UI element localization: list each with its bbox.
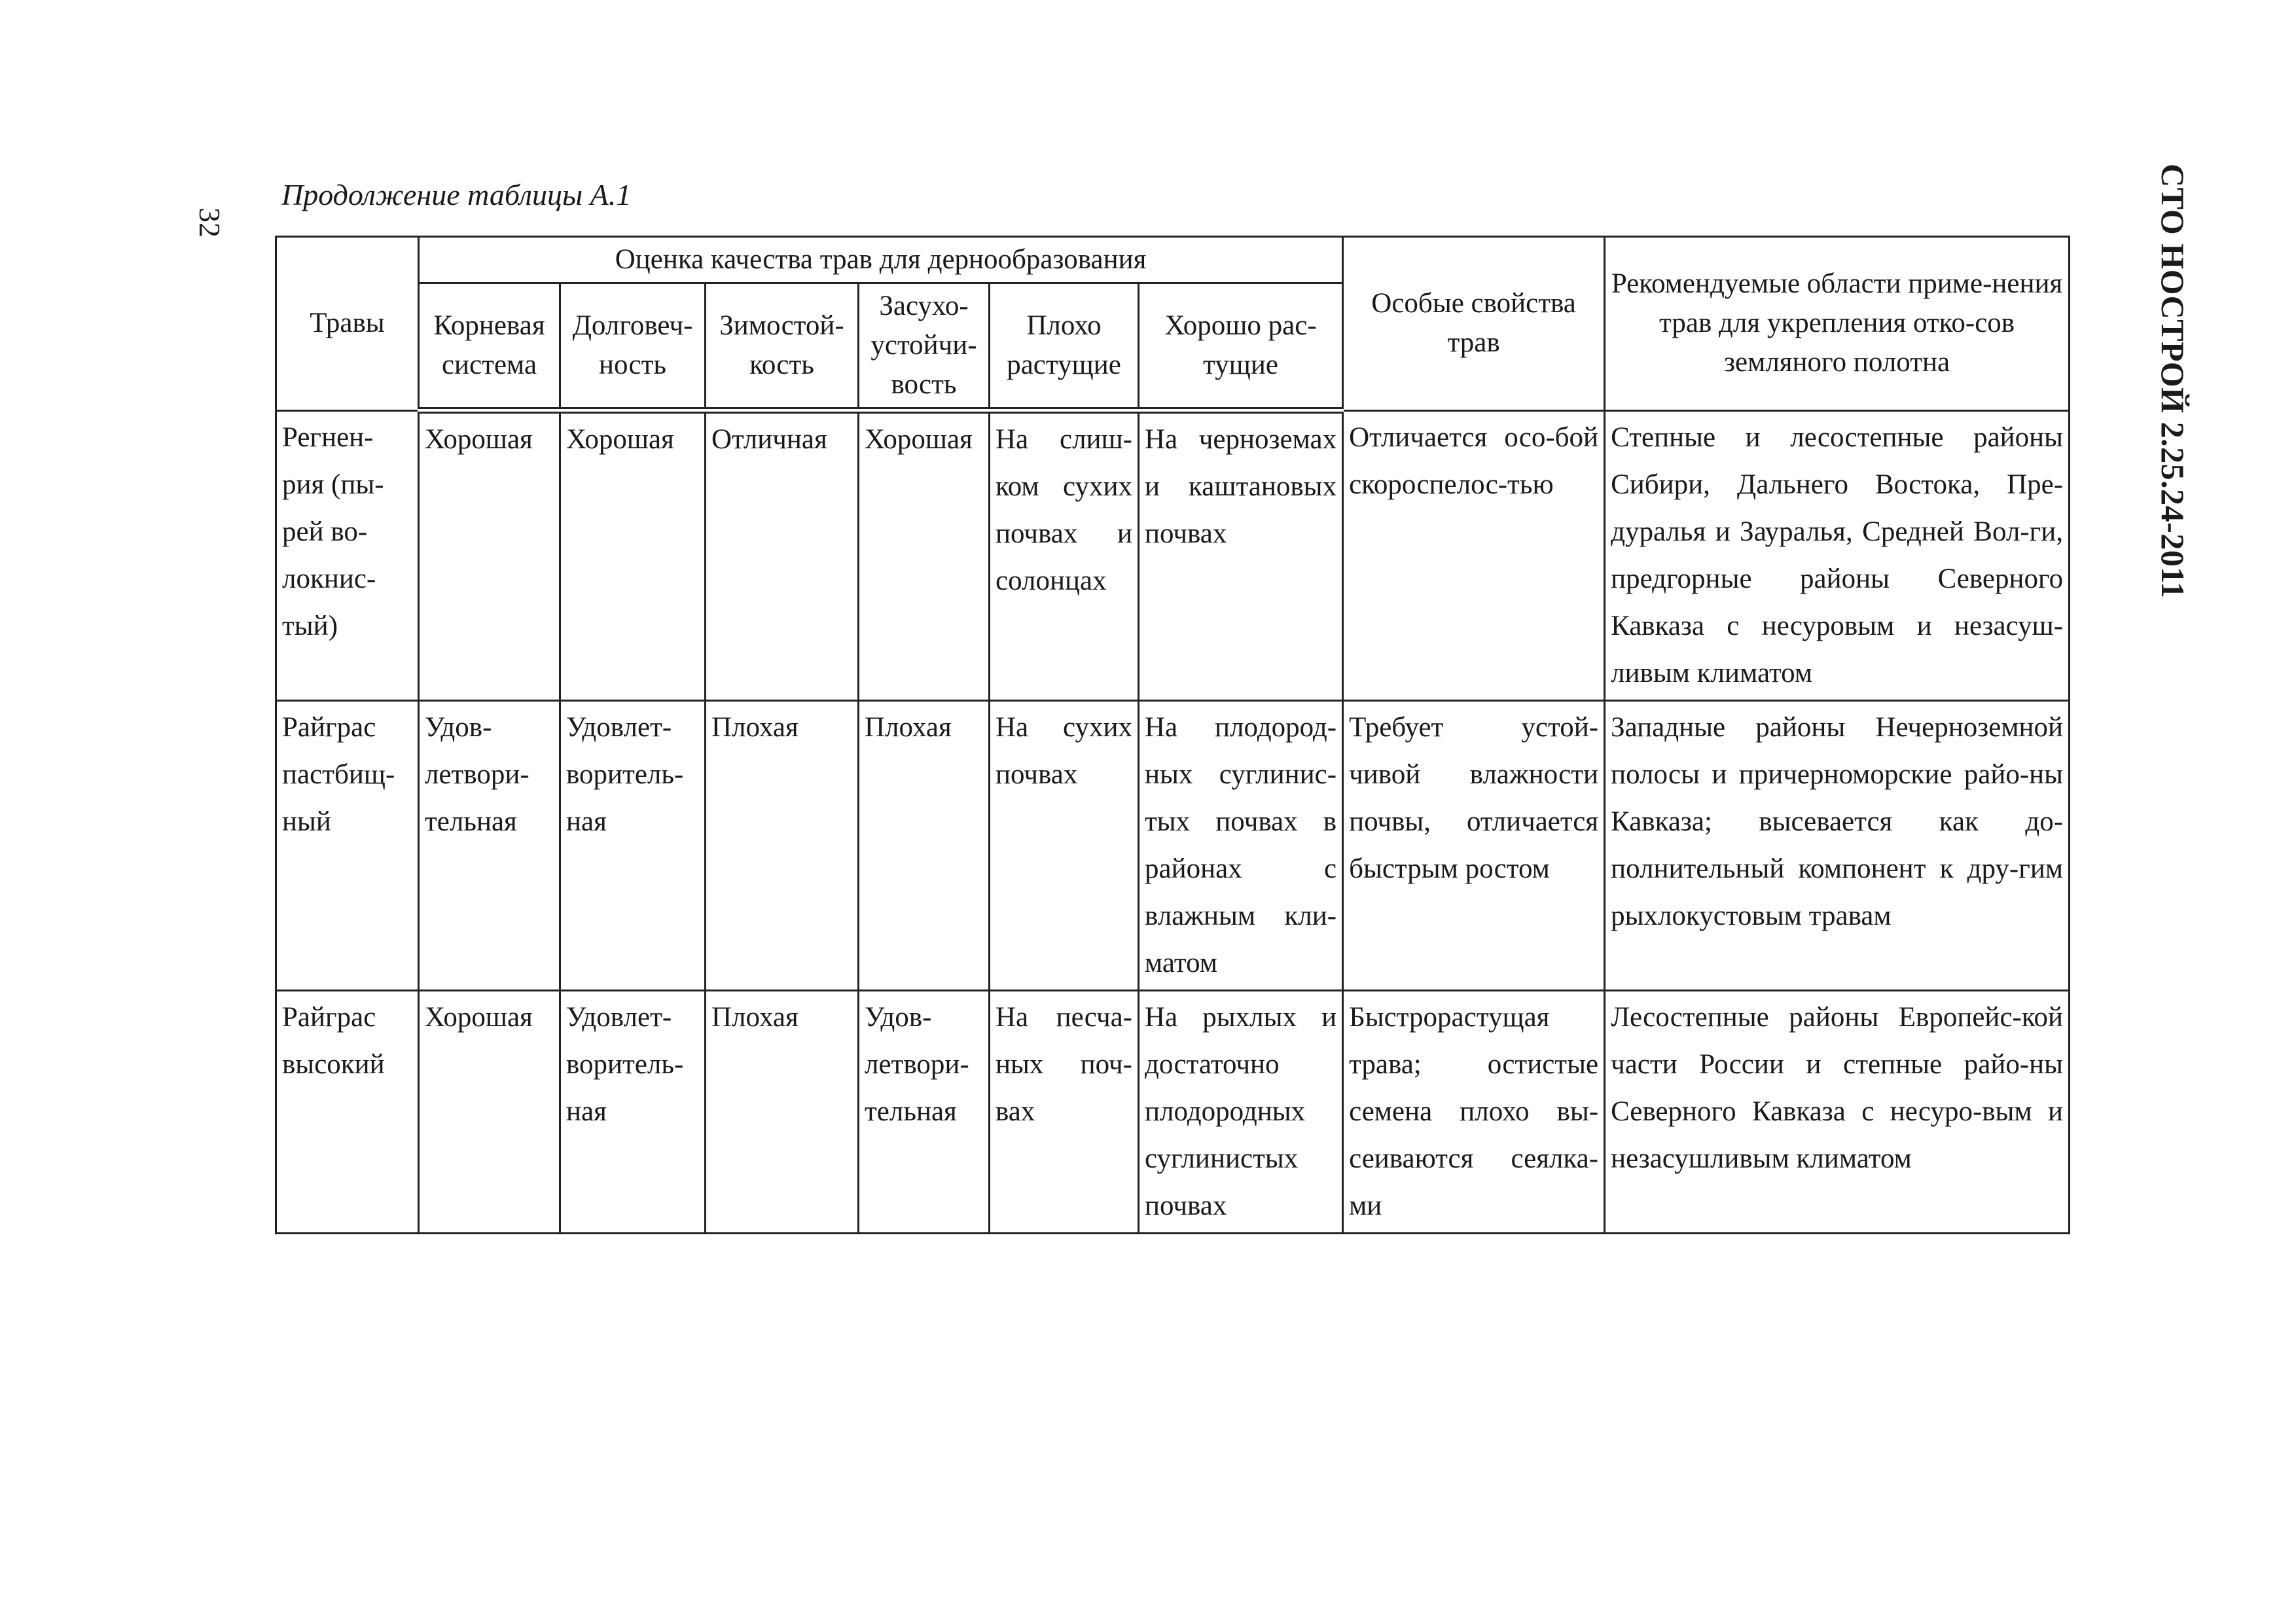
header-grows-poorly: Плохо растущие: [990, 283, 1139, 411]
header-quality-group: Оценка качества трав для дернообразования: [419, 237, 1343, 283]
cell-drought-resistance: Удов-летвори-тельная: [859, 990, 990, 1233]
header-special-properties: Особые свойства трав: [1343, 237, 1605, 411]
cell-grows-well: На рыхлых и достаточно плодородных суглинистых почвах: [1139, 990, 1343, 1233]
cell-winter-hardiness: Плохая: [706, 990, 859, 1233]
header-root-system: Корневая система: [419, 283, 560, 411]
header-winter-hardiness: Зимостой-кость: [706, 283, 859, 411]
cell-winter-hardiness: Плохая: [706, 700, 859, 990]
cell-grows-well: На черноземах и каштановых почвах: [1139, 410, 1343, 700]
cell-special-properties: Требует устой-чивой влажности почвы, отличается быстрым ростом: [1343, 700, 1605, 990]
cell-recommended-areas: Степные и лесостепные районы Сибири, Дальнего Востока, Пре-дуралья и Зауралья, Средней Вол-ги, предгорные районы Северного Кавказа с несуровым и незасуш-ливым климатом: [1605, 410, 2070, 700]
cell-root-system: Хорошая: [419, 990, 560, 1233]
cell-special-properties: Быстрорастущая трава; остистые семена плохо вы-сеиваются сеялка-ми: [1343, 990, 1605, 1233]
cell-winter-hardiness: Отличная: [706, 410, 859, 700]
header-drought-resistance: Засухо-устойчи-вость: [859, 283, 990, 411]
cell-grass: Райграс высокий: [276, 990, 419, 1233]
standard-code-text: СТО НОСТРОЙ 2.25.24-2011: [2155, 164, 2191, 599]
cell-recommended-areas: Западные районы Нечерноземной полосы и причерноморские райо-ны Кавказа; высевается как до-полнительный компонент к дру-гим рыхлокустовым травам: [1605, 700, 2070, 990]
cell-grass: Регнен-рия (пы-рей во-локнис-тый): [276, 410, 419, 700]
header-grasses: Травы: [276, 237, 419, 411]
cell-grows-poorly: На сухих почвах: [990, 700, 1139, 990]
table-row: [276, 700, 2070, 990]
table-caption: Продолжение таблицы А.1: [281, 178, 632, 211]
cell-recommended-areas: Лесостепные районы Европейс-кой части России и степные райо-ны Северного Кавказа с несуро-вым и незасушливым климатом: [1605, 990, 2070, 1233]
cell-grows-well: На плодород-ных суглинис-тых почвах в районах с влажным кли-матом: [1139, 700, 1343, 990]
page-number: 32: [193, 207, 226, 238]
cell-root-system: Удов-летвори-тельная: [419, 700, 560, 990]
cell-grass: Райграс пастбищ-ный: [276, 700, 419, 990]
cell-drought-resistance: Плохая: [859, 700, 990, 990]
table-row: [276, 410, 2070, 700]
grass-table: [275, 236, 2070, 1234]
header-longevity: Долговеч-ность: [560, 283, 706, 411]
cell-root-system: Хорошая: [419, 410, 560, 700]
header-recommended-areas: Рекомендуемые области приме-нения трав для укрепления отко-сов земляного полотна: [1605, 237, 2070, 411]
cell-longevity: Хорошая: [560, 410, 706, 700]
cell-longevity: Удовлет-воритель-ная: [560, 990, 706, 1233]
header-row-top: [276, 237, 2070, 283]
cell-special-properties: Отличается осо-бой скороспелос-тью: [1343, 410, 1605, 700]
cell-grows-poorly: На песча-ных поч-вах: [990, 990, 1139, 1233]
table-row: [276, 990, 2070, 1233]
header-grows-well: Хорошо рас-тущие: [1139, 283, 1343, 411]
cell-grows-poorly: На слиш-ком сухих почвах и солонцах: [990, 410, 1139, 700]
cell-drought-resistance: Хорошая: [859, 410, 990, 700]
cell-longevity: Удовлет-воритель-ная: [560, 700, 706, 990]
